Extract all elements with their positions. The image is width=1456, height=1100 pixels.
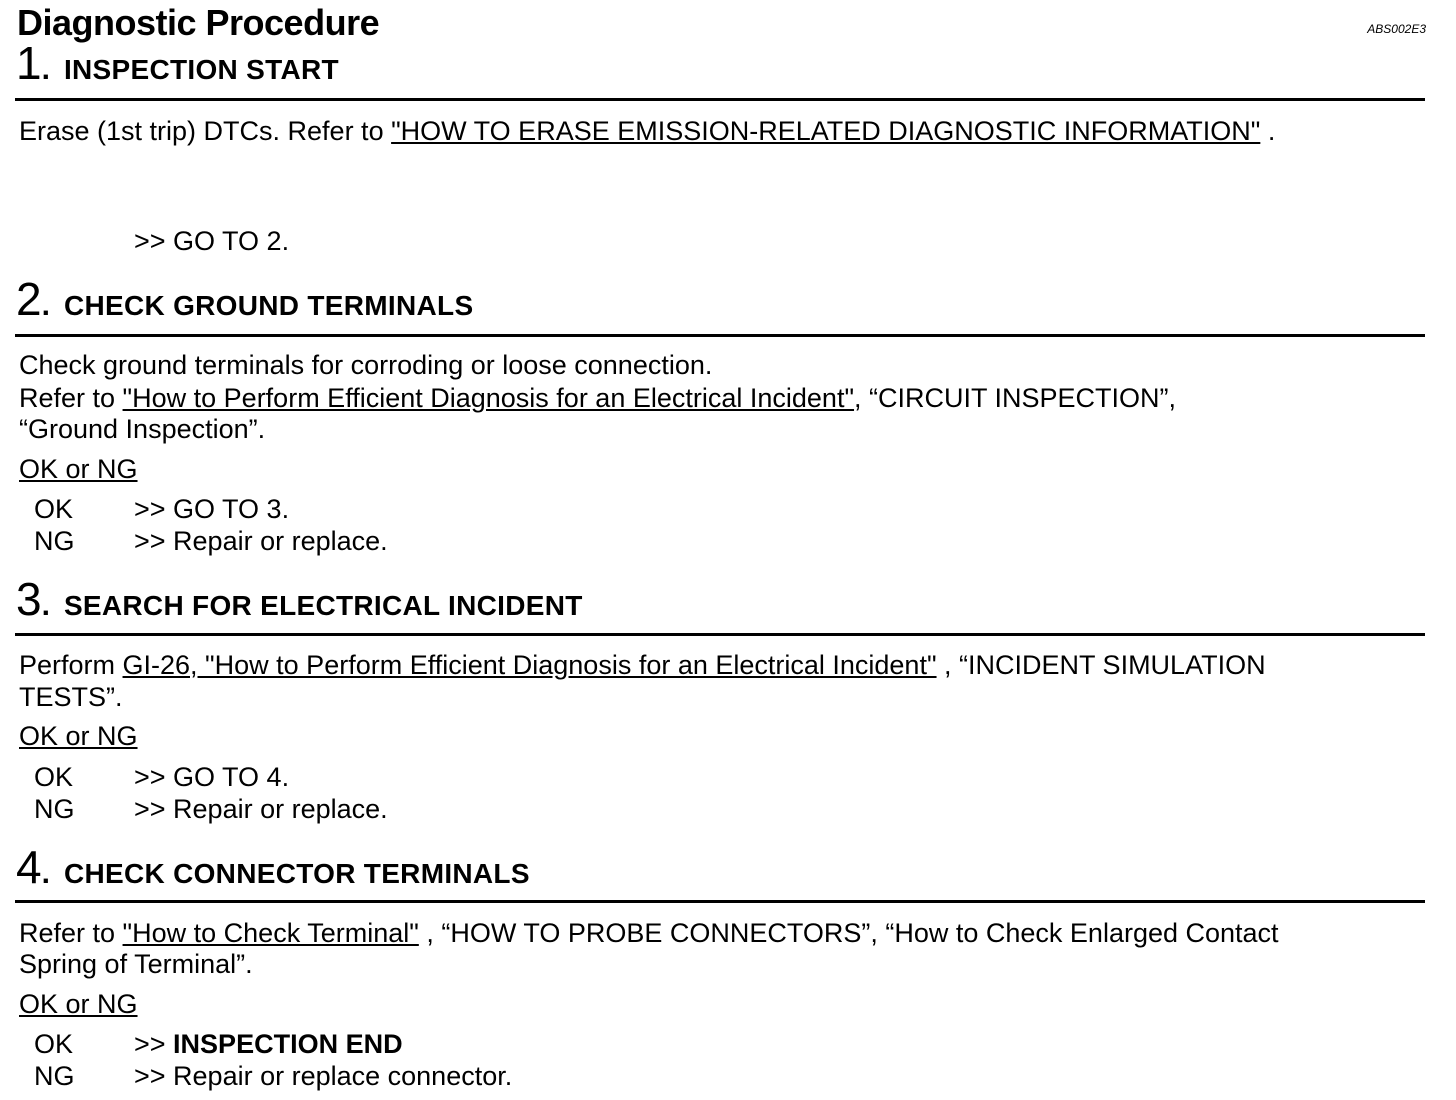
- result-row: OK >> GO TO 3.: [34, 494, 290, 524]
- step-2-heading: 2. CHECK GROUND TERMINALS: [16, 273, 474, 325]
- step-number: 1: [16, 37, 42, 89]
- step-3-instruction-line: TESTS”.: [19, 682, 123, 712]
- step-1-heading: 1. INSPECTION START: [16, 37, 339, 89]
- ok-or-ng-label: OK or NG: [19, 721, 138, 751]
- divider: [15, 900, 1425, 903]
- step-2-instruction-line: “Ground Inspection”.: [19, 414, 266, 444]
- step-number: 2: [16, 273, 42, 325]
- result-row: NG >> Repair or replace connector.: [34, 1061, 513, 1091]
- result-row: OK >> INSPECTION END: [34, 1029, 403, 1059]
- goto-action: >> GO TO 2.: [134, 226, 290, 256]
- step-2-instruction-line: Check ground terminals for corroding or loose connection.: [19, 350, 713, 380]
- erase-dtc-link[interactable]: "HOW TO ERASE EMISSION-RELATED DIAGNOSTIC INFORMATION": [391, 116, 1261, 146]
- step-4-instruction-line: Refer to "How to Check Terminal" , “HOW TO PROBE CONNECTORS”, “How to Check Enlarged Contact: [19, 918, 1279, 948]
- document-id: ABS002E3: [1367, 22, 1426, 36]
- divider: [15, 334, 1425, 337]
- step-number: 4: [16, 841, 42, 893]
- step-4-instruction-line: Spring of Terminal”.: [19, 949, 253, 979]
- step-3-heading: 3. SEARCH FOR ELECTRICAL INCIDENT: [16, 573, 583, 625]
- divider: [15, 633, 1425, 636]
- step-1-instruction: Erase (1st trip) DTCs. Refer to "HOW TO ERASE EMISSION-RELATED DIAGNOSTIC INFORMATION" .: [19, 116, 1276, 146]
- result-row: OK >> GO TO 4.: [34, 762, 290, 792]
- step-title: INSPECTION START: [63, 54, 339, 85]
- ok-or-ng-label: OK or NG: [19, 989, 138, 1019]
- ok-or-ng-label: OK or NG: [19, 454, 138, 484]
- check-terminal-link[interactable]: "How to Check Terminal": [122, 918, 419, 948]
- step-2-instruction-line: Refer to "How to Perform Efficient Diagnosis for an Electrical Incident", “CIRCUIT INSPECTION”,: [19, 383, 1177, 413]
- divider: [15, 98, 1425, 101]
- result-row: [34, 226, 634, 258]
- efficient-diagnosis-link[interactable]: "How to Perform Efficient Diagnosis for an Electrical Incident": [122, 383, 855, 413]
- step-4-heading: 4. CHECK CONNECTOR TERMINALS: [16, 841, 530, 893]
- step-title: CHECK CONNECTOR TERMINALS: [63, 858, 530, 889]
- gi-26-link[interactable]: GI-26, "How to Perform Efficient Diagnosis for an Electrical Incident": [122, 650, 937, 680]
- step-3-instruction-line: Perform GI-26, "How to Perform Efficient Diagnosis for an Electrical Incident" , “INCIDENT SIMULATION: [19, 650, 1266, 680]
- result-row: NG >> Repair or replace.: [34, 526, 388, 556]
- inspection-end-label: INSPECTION END: [173, 1029, 403, 1059]
- step-title: SEARCH FOR ELECTRICAL INCIDENT: [63, 590, 583, 621]
- step-number: 3: [16, 573, 42, 625]
- page-title: Diagnostic Procedure: [17, 2, 380, 43]
- result-row: NG >> Repair or replace.: [34, 794, 388, 824]
- step-title: CHECK GROUND TERMINALS: [63, 290, 474, 321]
